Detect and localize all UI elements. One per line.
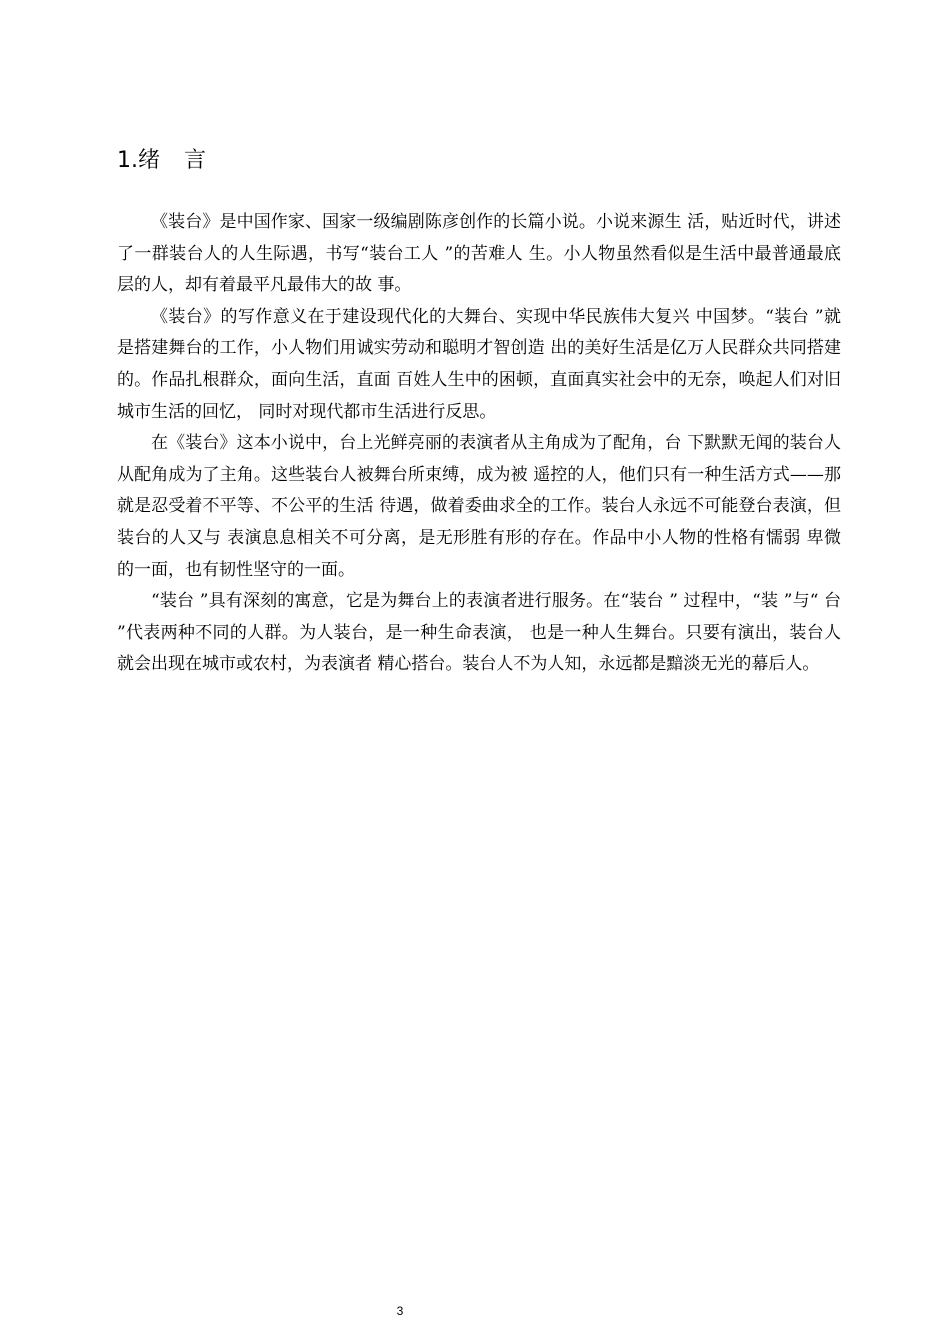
section-heading xyxy=(117,146,206,176)
paragraph-3: 在《装台》这本小说中，台上光鲜亮丽的表演者从主角成为了配角，台 下默默无闻的装台人从配角成为了主角。这些装台人被舞台所束缚，成为被 遥控的人，他们只有一种生活方式——那就是忍受着不平等、不公平的生活 待遇，做着委曲求全的工作。装台人永远不可能登台表演，但装台的人又与 表演息息相关不可分离，是无形胜有形的存在。作品中小人物的性格有懦弱 卑微的一面，也有韧性坚守的一面。 xyxy=(117,433,841,580)
section-heading-number: 1.绪 xyxy=(117,148,160,173)
page-number: 3 xyxy=(396,1304,404,1318)
paragraph-4: “装台 ”具有深刻的寓意，它是为舞台上的表演者进行服务。在“装台 ” 过程中，“装 ”与“ 台 ”代表两种不同的人群。为人装台，是一种生命表演， 也是一种人生舞台。只要有演出，装台人就会出现在城市或农村，为表演者 精心搭台。装台人不为人知，永远都是黯淡无光的幕后人。 xyxy=(117,591,841,675)
paragraph-2: 《装台》的写作意义在于建设现代化的大舞台、实现中华民族伟大复兴 中国梦。“装台 ”就是搭建舞台的工作，小人物们用诚实劳动和聪明才智创造 出的美好生活是亿万人民群众共同搭建的。作品扎根群众，面向生活，直面 百姓人生中的困顿，直面真实社会中的无奈，唤起人们对旧城市生活的回忆， 同时对现代都市生活进行反思。 xyxy=(117,306,841,422)
paragraph-1: 《装台》是中国作家、国家一级编剧陈彦创作的长篇小说。小说来源生 活，贴近时代，讲述了一群装台人的人生际遇，书写“装台工人 ”的苦难人 生。小人物虽然看似是生活中最普通最底层的人，却有着最平凡最伟大的故 事。 xyxy=(117,212,841,296)
body-text xyxy=(117,207,841,681)
section-heading-text: 言 xyxy=(184,148,207,173)
